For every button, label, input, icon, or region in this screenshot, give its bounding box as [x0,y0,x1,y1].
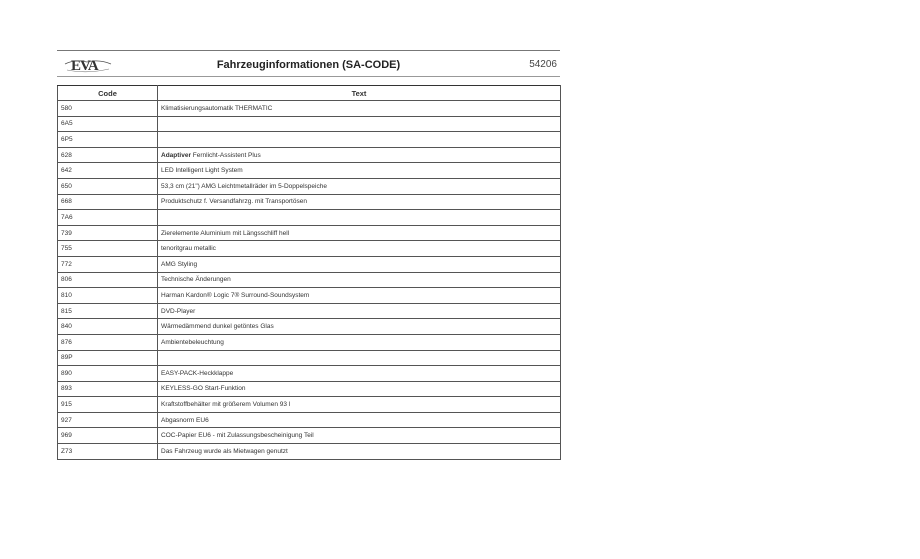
text-cell [158,132,561,148]
table-row [58,272,561,288]
table-row [58,256,561,272]
logo-text: EVA [71,58,98,74]
table-row [58,303,561,319]
code-cell: 6P5 [58,132,158,148]
code-cell: 580 [58,101,158,117]
table-row [58,428,561,444]
table-header-row [58,86,561,101]
text-cell: Das Fahrzeug wurde als Mietwagen genutzt [158,444,561,460]
text-cell: EASY-PACK-Heckklappe [158,366,561,382]
table-row [58,366,561,382]
table-row [58,397,561,413]
code-cell: 650 [58,178,158,194]
text-cell: Klimatisierungsautomatik THERMATIC [158,101,561,117]
text-cell: Abgasnorm EU6 [158,412,561,428]
text-cell: 53,3 cm (21") AMG Leichtmetallräder im 5-Doppelspeiche [158,178,561,194]
code-cell: 755 [58,241,158,257]
document-title: Fahrzeuginformationen (SA-CODE) [216,59,401,71]
code-cell: 915 [58,397,158,413]
text-cell: Wärmedämmend dunkel getöntes Glas [158,319,561,335]
text-cell: Kraftstoffbehälter mit größerem Volumen 93 l [158,397,561,413]
code-cell: 810 [58,288,158,304]
table-row [58,288,561,304]
column-header-text: Text [158,86,561,101]
table-row [58,194,561,210]
code-cell: 815 [58,303,158,319]
text-cell: DVD-Player [158,303,561,319]
header-bottom-rule [57,76,560,77]
document-number: 54206 [529,59,557,70]
table-row [58,334,561,350]
table-row [58,350,561,366]
sa-code-table [57,85,561,460]
code-cell: 668 [58,194,158,210]
code-cell: 6A5 [58,116,158,132]
text-cell: Technische Änderungen [158,272,561,288]
code-cell: 890 [58,366,158,382]
text-cell: Ambientebeleuchtung [158,334,561,350]
document-header [57,55,560,77]
code-cell: 893 [58,381,158,397]
table-row [58,147,561,163]
code-cell: 628 [58,147,158,163]
text-cell [158,116,561,132]
text-cell: Zierelemente Aluminium mit Längsschliff hell [158,225,561,241]
text-cell: Produktschutz f. Versandfahrzg. mit Transportösen [158,194,561,210]
code-cell: 806 [58,272,158,288]
text-cell: COC-Papier EU6 - mit Zulassungsbescheinigung Teil [158,428,561,444]
code-cell: 927 [58,412,158,428]
text-cell-bold-part: Adaptiver [161,151,191,159]
table-body [58,101,561,460]
text-cell: AMG Styling [158,256,561,272]
table-row [58,132,561,148]
table-row [58,116,561,132]
column-header-code: Code [58,86,158,101]
code-cell: Z73 [58,444,158,460]
text-cell-rest: Fernlicht-Assistent Plus [190,151,261,159]
table-row [58,444,561,460]
code-cell: 739 [58,225,158,241]
code-cell: 642 [58,163,158,179]
text-cell: LED Intelligent Light System [158,163,561,179]
text-cell: tenoritgrau metallic [158,241,561,257]
code-cell: 840 [58,319,158,335]
table-row [58,178,561,194]
text-cell [158,147,561,163]
table-row [58,412,561,428]
table-row [58,210,561,226]
text-cell [158,350,561,366]
table-row [58,101,561,117]
code-cell: 7A6 [58,210,158,226]
code-cell: 772 [58,256,158,272]
table-row [58,381,561,397]
table-row [58,225,561,241]
table-row [58,241,561,257]
table-row [58,319,561,335]
text-cell: KEYLESS-GO Start-Funktion [158,381,561,397]
header-top-rule [57,50,560,51]
text-cell [158,210,561,226]
table-row [58,163,561,179]
text-cell: Harman Kardon® Logic 7® Surround-Soundsystem [158,288,561,304]
code-cell: 876 [58,334,158,350]
code-cell: 969 [58,428,158,444]
code-cell: 89P [58,350,158,366]
